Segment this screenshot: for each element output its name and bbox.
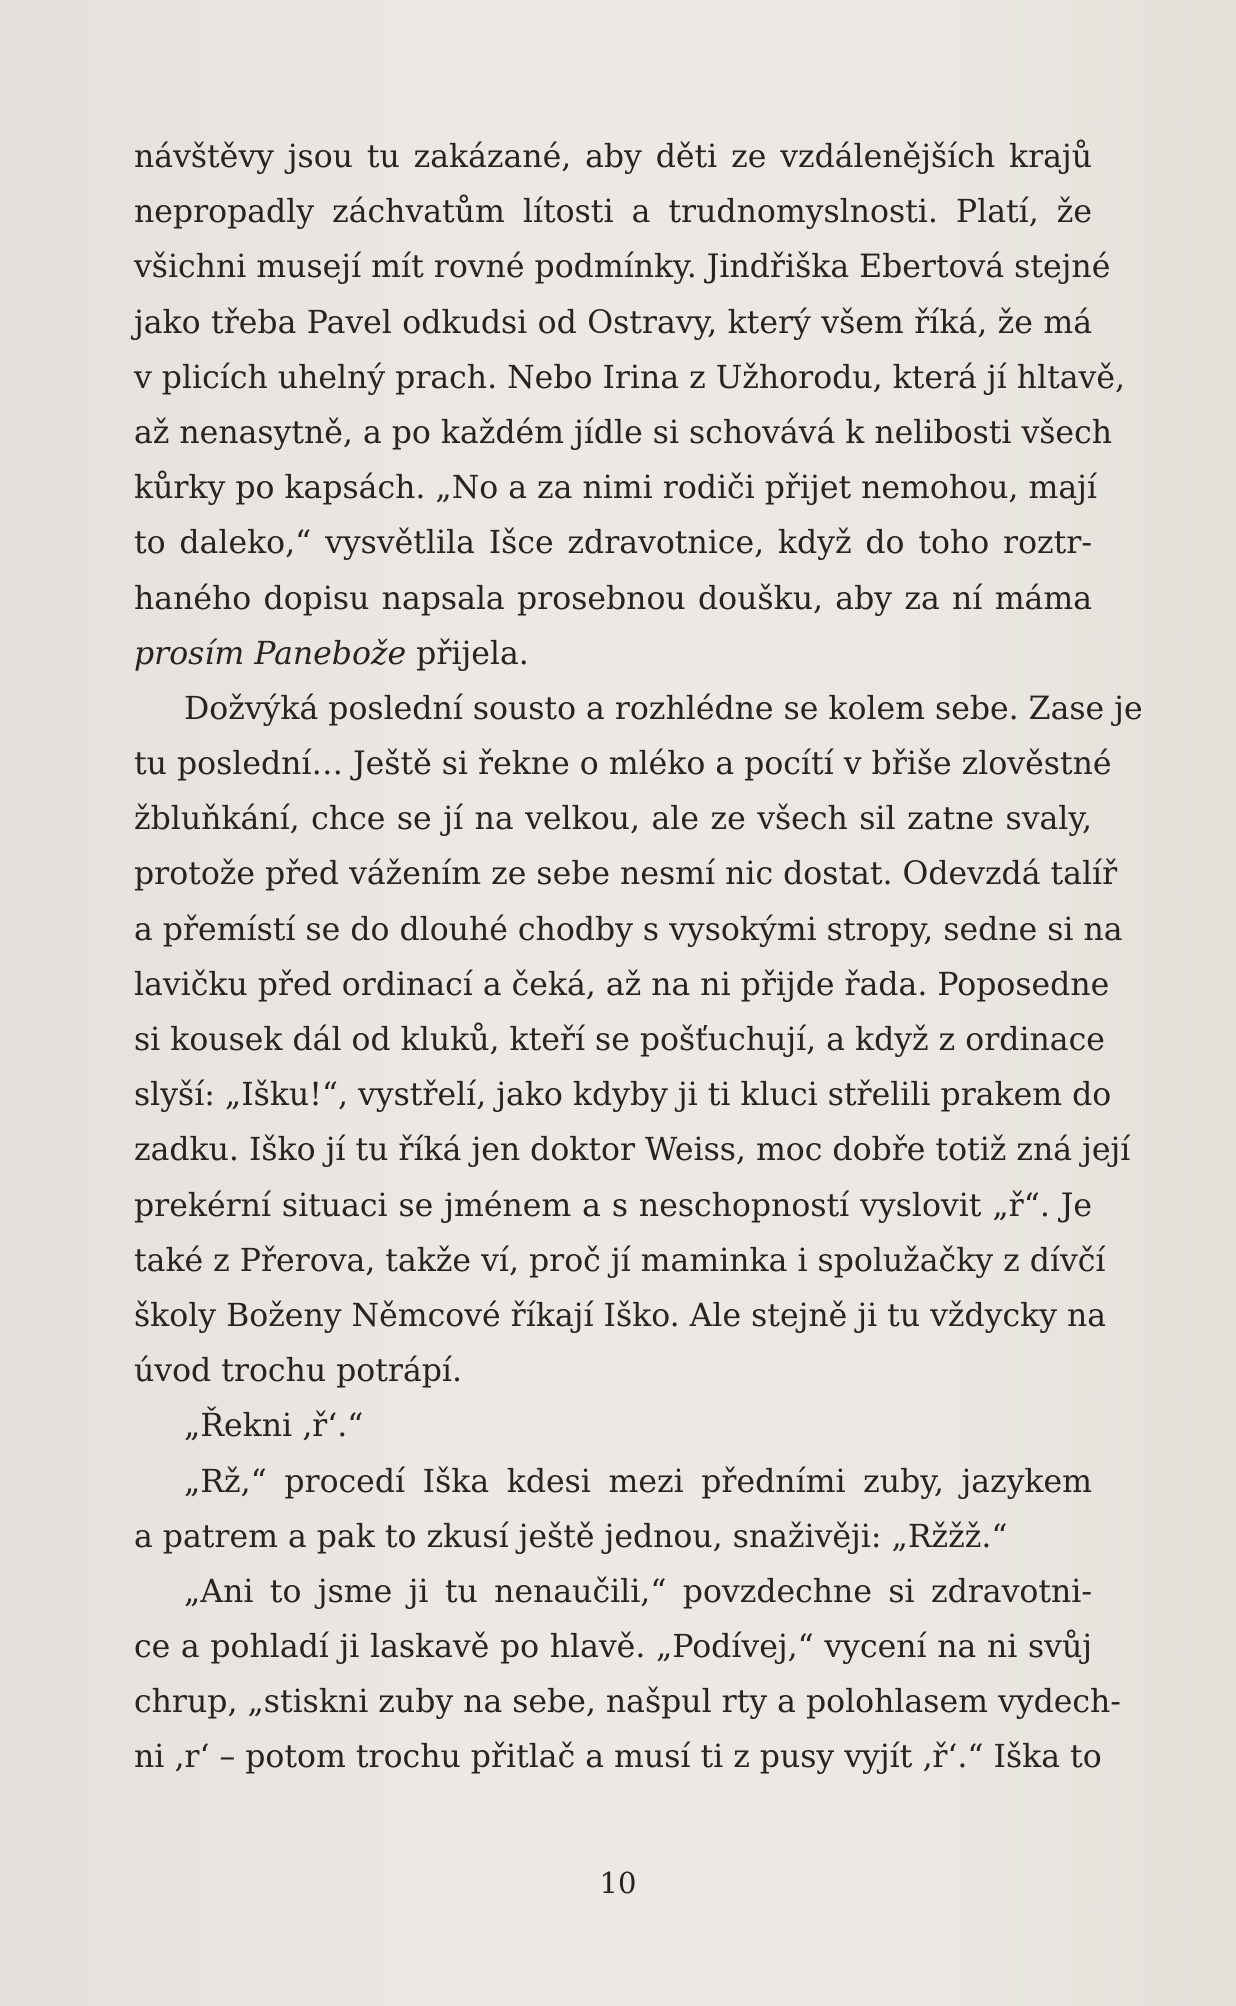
text-line: haného dopisu napsala prosebnou doušku, aby za ní máma <box>134 580 1092 617</box>
paragraph-start-line: „Rž,“ procedí Iška kdesi mezi předními zuby, jazykem <box>184 1463 1092 1500</box>
paragraph-start-line: Dožvýká poslední sousto a rozhlédne se kolem sebe. Zase je <box>184 690 1143 727</box>
text-line: slyší: „Išku!“, vystřelí, jako kdyby ji ti kluci střelili prakem do <box>134 1077 1112 1114</box>
paragraph-start-line: „Ani to jsme ji tu nenaučili,“ povzdechne si zdravotni- <box>184 1573 1092 1610</box>
text-line: úvod trochu potrápí. <box>134 1353 463 1390</box>
text-line: lavičku před ordinací a čeká, až na ni přijde řada. Poposedne <box>134 966 1110 1003</box>
text-line: všichni musejí mít rovné podmínky. Jindřiška Ebertová stejné <box>134 249 1111 286</box>
text-line: jako třeba Pavel odkudsi od Ostravy, který všem říká, že má <box>134 304 1092 341</box>
text-line: také z Přerova, takže ví, proč jí maminka i spolužačky z dívčí <box>134 1242 1106 1279</box>
text-line: chrup, „stiskni zuby na sebe, našpul rty a polohlasem vydech- <box>134 1684 1121 1721</box>
italic-phrase: prosím Panebože <box>134 635 407 672</box>
text-line: žbluňkání, chce se jí na velkou, ale ze všech sil zatne svaly, <box>134 801 1092 838</box>
text-line: návštěvy jsou tu zakázané, aby děti ze vzdálenějších krajů <box>134 139 1092 175</box>
text-line: zadku. Iško jí tu říká jen doktor Weiss, moc dobře totiž zná její <box>134 1132 1131 1169</box>
text-line: školy Boženy Němcové říkají Iško. Ale stejně ji tu vždycky na <box>134 1297 1107 1334</box>
text-line: v plicích uhelný prach. Nebo Irina z Užhorodu, která jí hltavě, <box>134 359 1125 396</box>
text-line: a přemístí se do dlouhé chodby s vysokými stropy, sedne si na <box>134 911 1123 948</box>
text-line: ce a pohladí ji laskavě po hlavě. „Podívej,“ vycení na ni svůj <box>134 1629 1092 1666</box>
dialogue-line: „Řekni ‚ř‘.“ <box>184 1408 364 1445</box>
text-line-italic <box>134 627 1092 682</box>
text-line: to daleko,“ vysvětlila Išce zdravotnice, když do toho roztr- <box>134 525 1092 562</box>
text-line: ni ‚r‘ – potom trochu přitlač a musí ti z pusy vyjít ‚ř‘.“ Iška to <box>134 1739 1102 1776</box>
page-number: 10 <box>599 1866 637 1900</box>
text-line: prekérní situaci se jménem a s neschopností vyslovit „ř“. Je <box>134 1187 1092 1224</box>
italic-line-tail: přijela. <box>406 635 529 672</box>
text-line: si kousek dál od kluků, kteří se pošťuchují, a když z ordinace <box>134 1022 1105 1058</box>
text-line: a patrem a pak to zkusí ještě jednou, snaživěji: „Ržžž.“ <box>134 1518 1008 1555</box>
text-line: protože před vážením ze sebe nesmí nic dostat. Odevzdá talíř <box>134 856 1118 893</box>
text-line: kůrky po kapsách. „No a za nimi rodiči přijet nemohou, mají <box>134 470 1097 507</box>
body-text <box>134 130 1143 1786</box>
text-line: až nenasytně, a po každém jídle si schovává k nelibosti všech <box>134 414 1113 451</box>
text-line: tu poslední… Ještě si řekne o mléko a pocítí v břiše zlověstné <box>134 746 1112 783</box>
text-line: nepropadly záchvatům lítosti a trudnomyslnosti. Platí, že <box>134 194 1092 231</box>
